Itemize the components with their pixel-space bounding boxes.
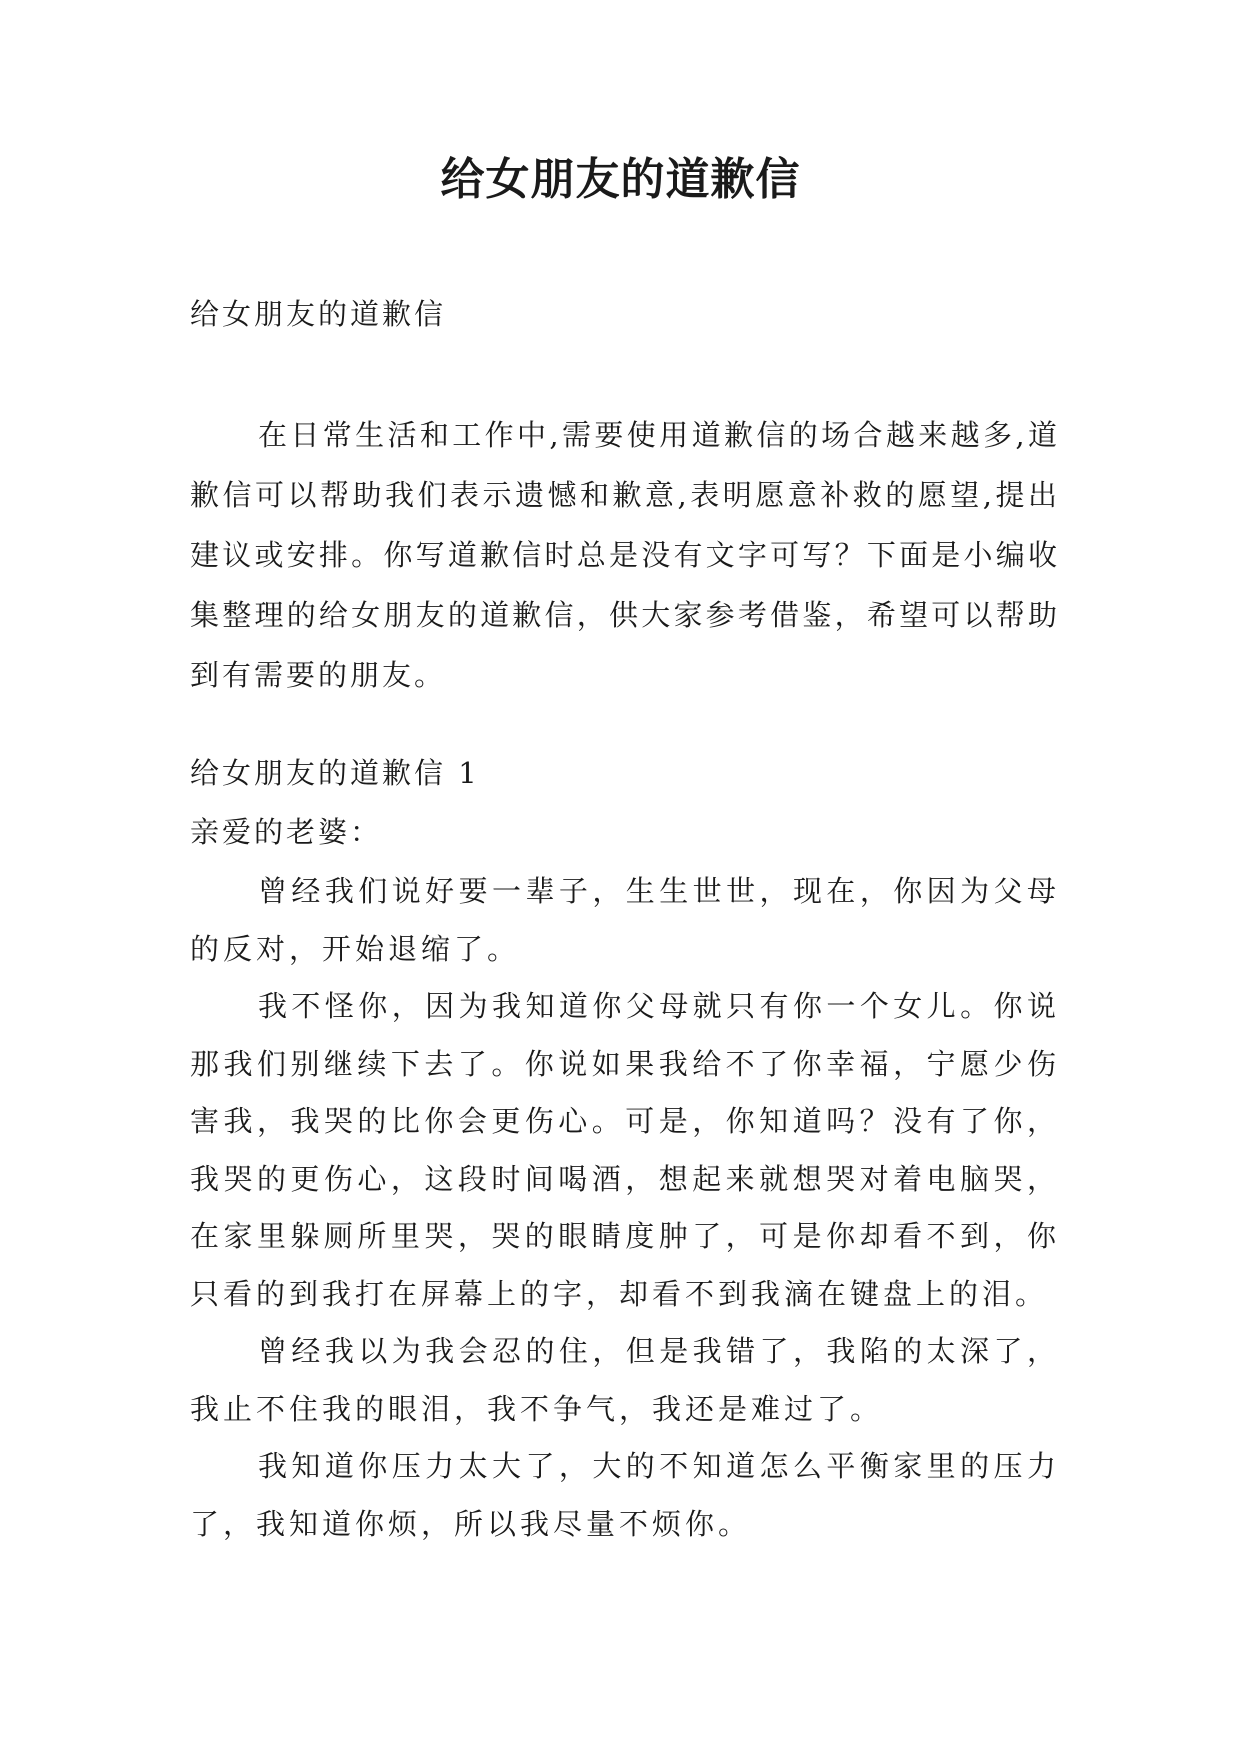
intro-paragraph: 在日常生活和工作中,需要使用道歉信的场合越来越多,道歉信可以帮助我们表示遗憾和歉意,表明愿意补救的愿望,提出建议或安排。你写道歉信时总是没有文字可写？下面是小编收集整理的给女朋友的道歉信，供大家参考借鉴，希望可以帮助到有需要的朋友。 [190, 418, 1060, 692]
letter-heading: 给女朋友的道歉信 1 [190, 756, 480, 790]
body-paragraph: 曾经我以为我会忍的住，但是我错了，我陷的太深了，我止不住我的眼泪，我不争气，我还是难过了。 [190, 1334, 1060, 1426]
body-paragraph: 我知道你压力太大了，大的不知道怎么平衡家里的压力了，我知道你烦，所以我尽量不烦你。 [190, 1449, 1060, 1541]
letter-body [190, 863, 1060, 1553]
body-paragraph: 我不怪你，因为我知道你父母就只有你一个女儿。你说那我们别继续下去了。你说如果我给不了你幸福，宁愿少伤害我，我哭的比你会更伤心。可是，你知道吗？没有了你，我哭的更伤心，这段时间喝酒，想起来就想哭对着电脑哭，在家里躲厕所里哭，哭的眼睛度肿了，可是你却看不到，你只看的到我打在屏幕上的字，却看不到我滴在键盘上的泪。 [190, 989, 1060, 1311]
document-subtitle: 给女朋友的道歉信 [190, 297, 447, 331]
letter-salutation: 亲爱的老婆： [190, 815, 383, 849]
document-title: 给女朋友的道歉信 [440, 154, 801, 205]
body-paragraph: 曾经我们说好要一辈子，生生世世，现在，你因为父母的反对，开始退缩了。 [190, 874, 1060, 966]
